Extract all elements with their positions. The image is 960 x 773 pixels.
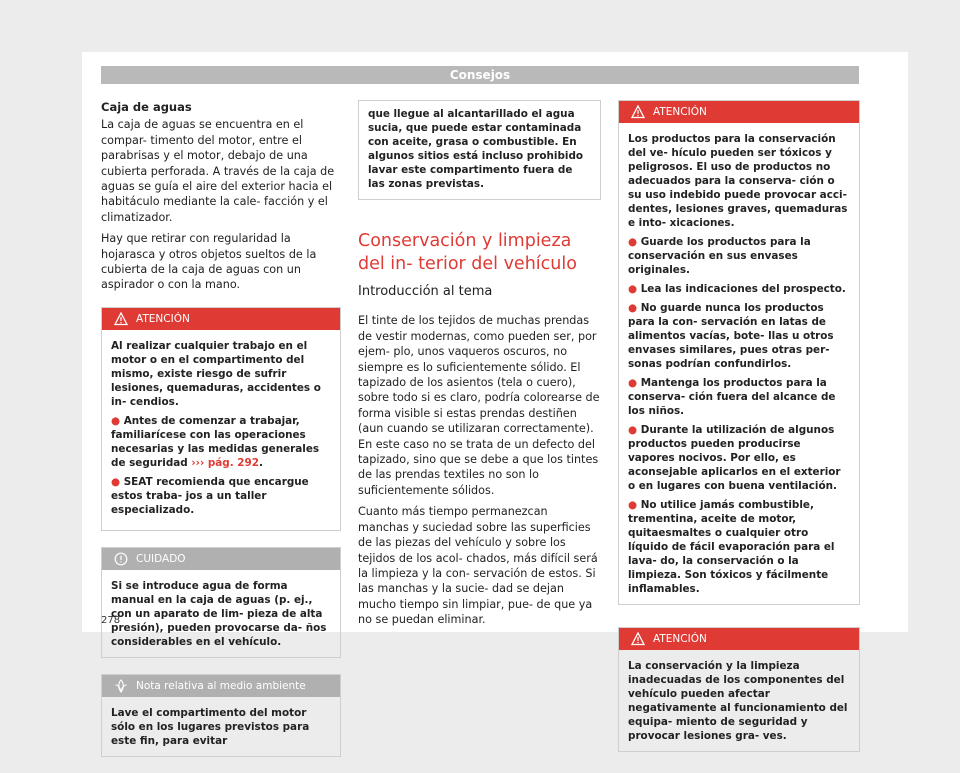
warning-label: ATENCIÓN xyxy=(653,633,707,645)
warning-label: ATENCIÓN xyxy=(653,106,707,118)
info-circle-icon xyxy=(114,552,128,566)
bullet-icon: ● xyxy=(628,377,641,389)
paragraph: Cuanto más tiempo permanezcan manchas y suciedad sobre las superficies de las piezas del vehículo y sobre los tejidos de los acol- chados, más difícil será la limpieza y la con- servación de estos. Si las manchas y la sucie- dad se dejan mucho tiempo sin limpiar, pue- de que ya no se puedan eliminar. xyxy=(358,505,598,627)
warning-intro: Al realizar cualquier trabajo en el motor o en el compartimento del mismo, existe riesgo de sufrir lesiones, quemaduras, accidentes o in- cendios. xyxy=(111,339,321,408)
list-item: ● No utilice jamás combustible, trementina, aceite de motor, quitaesmaltes o cualquier otro líquido de fácil evaporación para el lava- do, la conservación o la limpieza. Son tóxicos y fácilmente inflamables. xyxy=(628,499,835,595)
leaf-icon xyxy=(114,679,128,693)
list-item: ● Durante la utilización de algunos productos pueden producirse vapores nocivos. Por ello, es aconsejable aplicarlos en el exterior o en lugares con buena ventilación. xyxy=(628,424,841,492)
warning-intro: Los productos para la conservación del ve- hículo pueden ser tóxicos y peligrosos. El uso de productos no adecuados para la conserva- ción o su uso indebido puede provocar acci- dentes, lesiones graves, quemaduras e into- xicaciones. xyxy=(628,133,848,229)
warning-box xyxy=(618,627,860,752)
warning-triangle-icon xyxy=(631,632,645,646)
warning-triangle-icon xyxy=(114,312,128,326)
environment-note-box xyxy=(101,674,341,757)
bullet-icon: ● xyxy=(628,283,641,295)
warning-label: ATENCIÓN xyxy=(136,312,190,325)
column-left xyxy=(101,100,341,773)
section-subtitle: Introducción al tema xyxy=(358,284,493,299)
column-middle xyxy=(358,100,601,634)
caution-box xyxy=(101,547,341,658)
bullet-icon: ● xyxy=(628,499,641,511)
warning-box xyxy=(618,100,860,605)
caution-header xyxy=(102,548,340,570)
environment-body: Lave el compartimento del motor sólo en los lugares previstos para este fin, para evitar xyxy=(111,706,310,747)
bullet-icon: ● xyxy=(628,236,641,248)
bullet-icon: ● xyxy=(628,424,641,436)
warning-body xyxy=(102,330,340,530)
paragraph: La caja de aguas se encuentra en el compar- timento del motor, entre el parabrisas y el motor, debajo de una cubierta perforada. A través de la caja de aguas se guía el aire del exterior hacia el habitáculo mediante la cale- facción y el climatizador. xyxy=(101,118,335,224)
continued-note-box xyxy=(358,100,601,200)
warning-header xyxy=(102,308,340,330)
warning-triangle-icon xyxy=(631,105,645,119)
section-title: Conservación y limpieza del in- terior del vehículo xyxy=(358,231,577,274)
list-item: ● No guarde nunca los productos para la con- servación en latas de alimentos vacías, bote- llas u otros envases similares, pues otras per- sonas podrían confundirlos. xyxy=(628,302,834,370)
caution-body: Si se introduce agua de forma manual en la caja de aguas (p. ej., con un aparato de lim- pieza de alta presión), pueden provocarse da- ños considerables en el vehículo. xyxy=(111,579,327,648)
caution-label: CUIDADO xyxy=(136,552,186,565)
heading-caja-de-aguas: Caja de aguas xyxy=(101,100,192,114)
environment-header xyxy=(102,675,340,697)
section-header: Consejos xyxy=(101,66,859,84)
bullet-icon: ● xyxy=(111,414,124,427)
warning-box xyxy=(101,307,341,531)
list-item: ● Mantenga los productos para la conserva- ción fuera del alcance de los niños. xyxy=(628,377,836,417)
page-link[interactable]: ››› pág. 292 xyxy=(191,456,259,469)
column-right xyxy=(618,100,860,768)
list-item: ● Antes de comenzar a trabajar, familiarícese con las operaciones necesarias y las medidas generales de seguridad ››› pág. 292. xyxy=(111,414,320,469)
page-number: 278 xyxy=(101,615,121,626)
paragraph: El tinte de los tejidos de muchas prendas de vestir modernas, como pueden ser, por ejem- plo, unos vaqueros oscuros, no siempre es lo suficientemente sólido. El tapizado de los asientos (tela o cuero), sobre todo si es claro, podría colorearse de forma visible si estas prendas destiñen (aun cuando se utilizaran correctamente). En este caso no se trata de un defecto del tapizado, sino que se debe a que los tintes de las prendas textiles no son lo suficientemente sólidos. xyxy=(358,314,600,497)
continued-note-body: que llegue al alcantarillado el agua sucia, que puede estar contaminada con aceite, grasa o combustible. En algunos sitios está incluso prohibido lavar este compartimento fuera de las zonas previstas. xyxy=(368,108,584,190)
bullet-icon: ● xyxy=(111,475,124,488)
warning-body: La conservación y la limpieza inadecuadas de los componentes del vehículo pueden afectar negativamente al funcionamiento del equipa- miento de seguridad y provocar lesiones gra- ves. xyxy=(628,660,848,742)
warning-header xyxy=(619,628,859,650)
environment-label: Nota relativa al medio ambiente xyxy=(136,679,306,692)
list-item: ● Lea las indicaciones del prospecto. xyxy=(628,283,846,295)
list-item: ● SEAT recomienda que encargue estos traba- jos a un taller especializado. xyxy=(111,475,309,516)
paragraph: Hay que retirar con regularidad la hojarasca y otros objetos sueltos de la cubierta de la caja de aguas con un aspirador o con la mano. xyxy=(101,232,317,292)
list-item: ● Guarde los productos para la conservación en sus envases originales. xyxy=(628,236,811,276)
warning-header xyxy=(619,101,859,123)
warning-body xyxy=(619,123,859,604)
bullet-icon: ● xyxy=(628,302,641,314)
